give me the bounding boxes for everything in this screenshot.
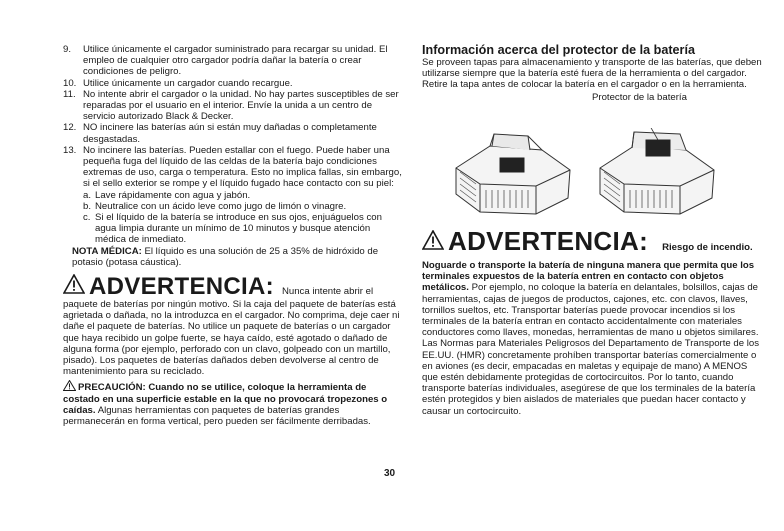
caution-label: PRECAUCIÓN: Cuando no se utilice, coloque la herramienta de costado en una superficie estable en la que no provocará tropezones o caídas. — [63, 382, 388, 416]
caution-block — [63, 380, 403, 427]
medical-note-text: El líquido es una solución de 25 a 35% de hidróxido de potasio (potasa cáustica). — [72, 245, 379, 268]
fire-warning-body — [422, 260, 762, 417]
warning-body: paquete de baterías por ningún motivo. Si la caja del paquete de baterías está agrietada o dañada, no la introduzca en el cargador. No comprima, deje caer ni dañe el paquete de baterías. No utilice un paquete de baterías o un cargador que haya recibido un golpe fuerte, se haya caído, esté agotado o dañado de alguna forma (por ejemplo, perforado con un clavo, golpeado con un martillo, pisado). Los paquetes de baterías dañados deben devolverse al centro de mantenimiento para su reciclado. — [63, 299, 400, 378]
caution-triangle-icon — [63, 380, 76, 391]
section-intro: Se proveen tapas para almacenamiento y transporte de las baterías, que deben utilizarse siempre que la batería esté fuera de la herramienta o del cargador. Retire la tapa antes de colocar la batería en el cargador o en la herramienta. — [422, 57, 762, 91]
warning-triangle-icon — [422, 230, 444, 250]
fire-warning-subtitle: Riesgo de incendio. — [662, 242, 753, 253]
sub-list-item: a. Lave rápidamente con agua y jabón. — [83, 189, 251, 201]
battery-icon — [456, 134, 570, 214]
caution-text: Algunas herramientas con paquetes de baterías grandes permanecerán en forma vertical, pero pueden ser fácilmente derribadas. — [63, 404, 371, 428]
list-item: 12. NO incinere las baterías aún si están muy dañadas o completamente desgastadas. — [63, 122, 377, 145]
list-item: 10. Utilice únicamente un cargador cuando recargue. — [63, 77, 293, 89]
left-column — [63, 44, 403, 427]
warning-title: ADVERTENCIA: — [89, 273, 274, 301]
warning-triangle-icon — [63, 274, 85, 294]
warning-heading — [63, 274, 403, 299]
fire-warning-heading — [422, 228, 753, 254]
medical-note — [63, 246, 403, 268]
medical-note-label: NOTA MÉDICA: — [72, 245, 142, 257]
sub-list — [83, 190, 403, 246]
battery-with-protector-icon — [600, 132, 714, 214]
right-column — [422, 43, 762, 103]
fire-warning-title: ADVERTENCIA: — [448, 226, 649, 256]
list-item: 9. Utilice únicamente el cargador suministrado para recargar su unidad. El empleo de cualquier otro cargador podría dañar la batería o crear condiciones de peligro. — [63, 44, 388, 78]
fire-warning-text: Por ejemplo, no coloque la batería en delantales, bolsillos, cajas de herramientas, cajas de juegos de productos, cajones, etc. con clavos, llaves, tornillos sueltos, etc. Transportar baterías puede provocar incendios si los terminales de la batería entran en contacto accidentalmente con materiales conductores como llaves, monedas, herramientas de mano u objetos similares. Las Normas para Materiales Peligrosos del Departamento de Transporte de los EE.UU. (HMR) concretamente prohíben transportar baterías comercialmente o en aviones (es decir, empacadas en maletas y equipaje de mano) A MENOS que estén debidamente protegidas de cortocircuitos. Por lo tanto, cuando transporte baterías individuales, asegúrese de que los terminales de la batería estén protegidos y bien aislados de materiales que puedan hacer contacto y causar un cortocircuito. — [422, 282, 760, 417]
sub-list-item: c. Si el líquido de la batería se introduce en sus ojos, enjuáguelos con agua limpia durante un mínimo de 10 minutos y busque atención médica de inmediato. — [83, 212, 382, 246]
fire-warning-bold-intro: Noguarde o transporte la batería de ninguna manera que permita que los terminales expuestos de la batería entren en contacto con objetos metálicos. — [422, 260, 755, 294]
section-title: Información acerca del protector de la batería — [422, 43, 695, 57]
protector-label: Protector de la batería — [592, 91, 687, 103]
list-item: 11. No intente abrir el cargador o la unidad. No hay partes susceptibles de ser reparadas por el usuario en el interior. Envíe la unida a un centro de servicio autorizado Black & Decker. — [63, 88, 399, 123]
safety-list — [63, 44, 403, 246]
battery-protector-illustration — [450, 128, 750, 218]
sub-list-item: b. Neutralice con un ácido leve como jugo de limón o vinagre. — [83, 200, 347, 212]
page-number: 30 — [384, 468, 396, 479]
warning-lead: Nunca intente abrir el — [281, 286, 374, 298]
list-item: 13. No incinere las baterías. Pueden estallar con el fuego. Puede haber una pequeña fuga del líquido de las celdas de la batería bajo condiciones extremas de uso, carga o temperatura. Esto no implica fallas, sin embargo, si el sello exterior se rompe y el líquido fugado hace contacto con su piel: a. Lave rápidamente con agua y jabón. b. Neutralice con un ácido leve como jugo de limón o vinagre. c. Si el líquido de la batería se introduce en sus ojos, enjuáguelos con agua limpia durante un mínimo de 10 minutos y busque atención médica de inmediato. — [63, 144, 402, 246]
